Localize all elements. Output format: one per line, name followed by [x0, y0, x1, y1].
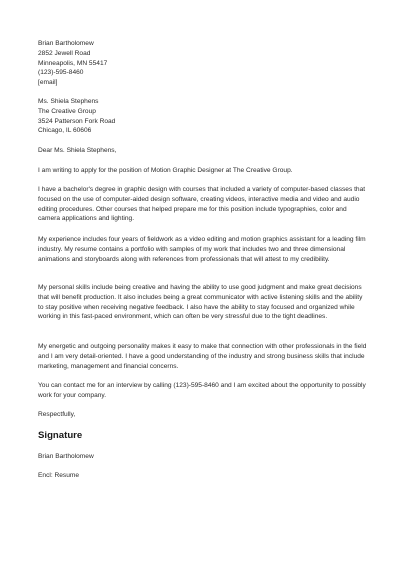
recipient-company: The Creative Group	[38, 107, 96, 115]
body-paragraph: You can contact me for an interview by calling (123)-595-8460 and I am excited about the opportunity to possibly work for your company.	[38, 382, 366, 399]
enclosure-note: Encl: Resume	[38, 472, 80, 479]
closing: Respectfully,	[38, 411, 76, 418]
signer-name: Brian Bartholomew	[38, 453, 94, 460]
sender-name: Brian Bartholomew	[38, 40, 94, 47]
recipient-address	[38, 97, 368, 136]
body-paragraph: I am writing to apply for the position of Motion Graphic Designer at The Creative Group.	[38, 167, 293, 174]
sender-address	[38, 39, 368, 88]
recipient-name: Ms. Shiela Stephens	[38, 98, 99, 105]
body-paragraph: I have a bachelor's degree in graphic design with courses that included a variety of computer-based classes that focused on the use of computer-aided design software, creating videos, interactive media and video and audio editing procedures. Other courses that helped prepare me for this position include typographies, color and camera applications and lighting.	[38, 186, 366, 223]
body-paragraph: My experience includes four years of fieldwork as a video editing and motion graphics assistant for a leading film industry. My resume contains a portfolio with samples of my work that includes two and three dimensional animations and storyboards along with references from professionals that will attest to my credibility.	[38, 236, 366, 263]
sender-phone: (123)-595-8460	[38, 69, 84, 77]
sender-city: Minneapolis, MN 55417	[38, 59, 108, 67]
recipient-city: Chicago, IL 60606	[38, 127, 92, 135]
recipient-street: 3524 Patterson Fork Road	[38, 117, 116, 125]
salutation: Dear Ms. Shiela Stephens,	[38, 147, 117, 154]
body-paragraph: My energetic and outgoing personality makes it easy to make that connection with other professionals in the field and I am very detail-oriented. I have a good understanding of the industry and strong business skills that include marketing, management and financial concerns.	[38, 343, 367, 370]
sender-street: 2852 Jewell Road	[38, 49, 91, 57]
sender-email: [email]	[38, 79, 58, 87]
signature-heading: Signature	[38, 430, 83, 441]
body-paragraph: My personal skills include being creative and having the ability to use good judgment and make great decisions that will benefit production. It also includes being a great communicator with active listening skills and the ability to stay positive when receiving negative feedback. I also have the ability to stay focused and organized while working in this fast-paced environment, which can often be very stressful due to the tight deadlines.	[38, 284, 363, 321]
